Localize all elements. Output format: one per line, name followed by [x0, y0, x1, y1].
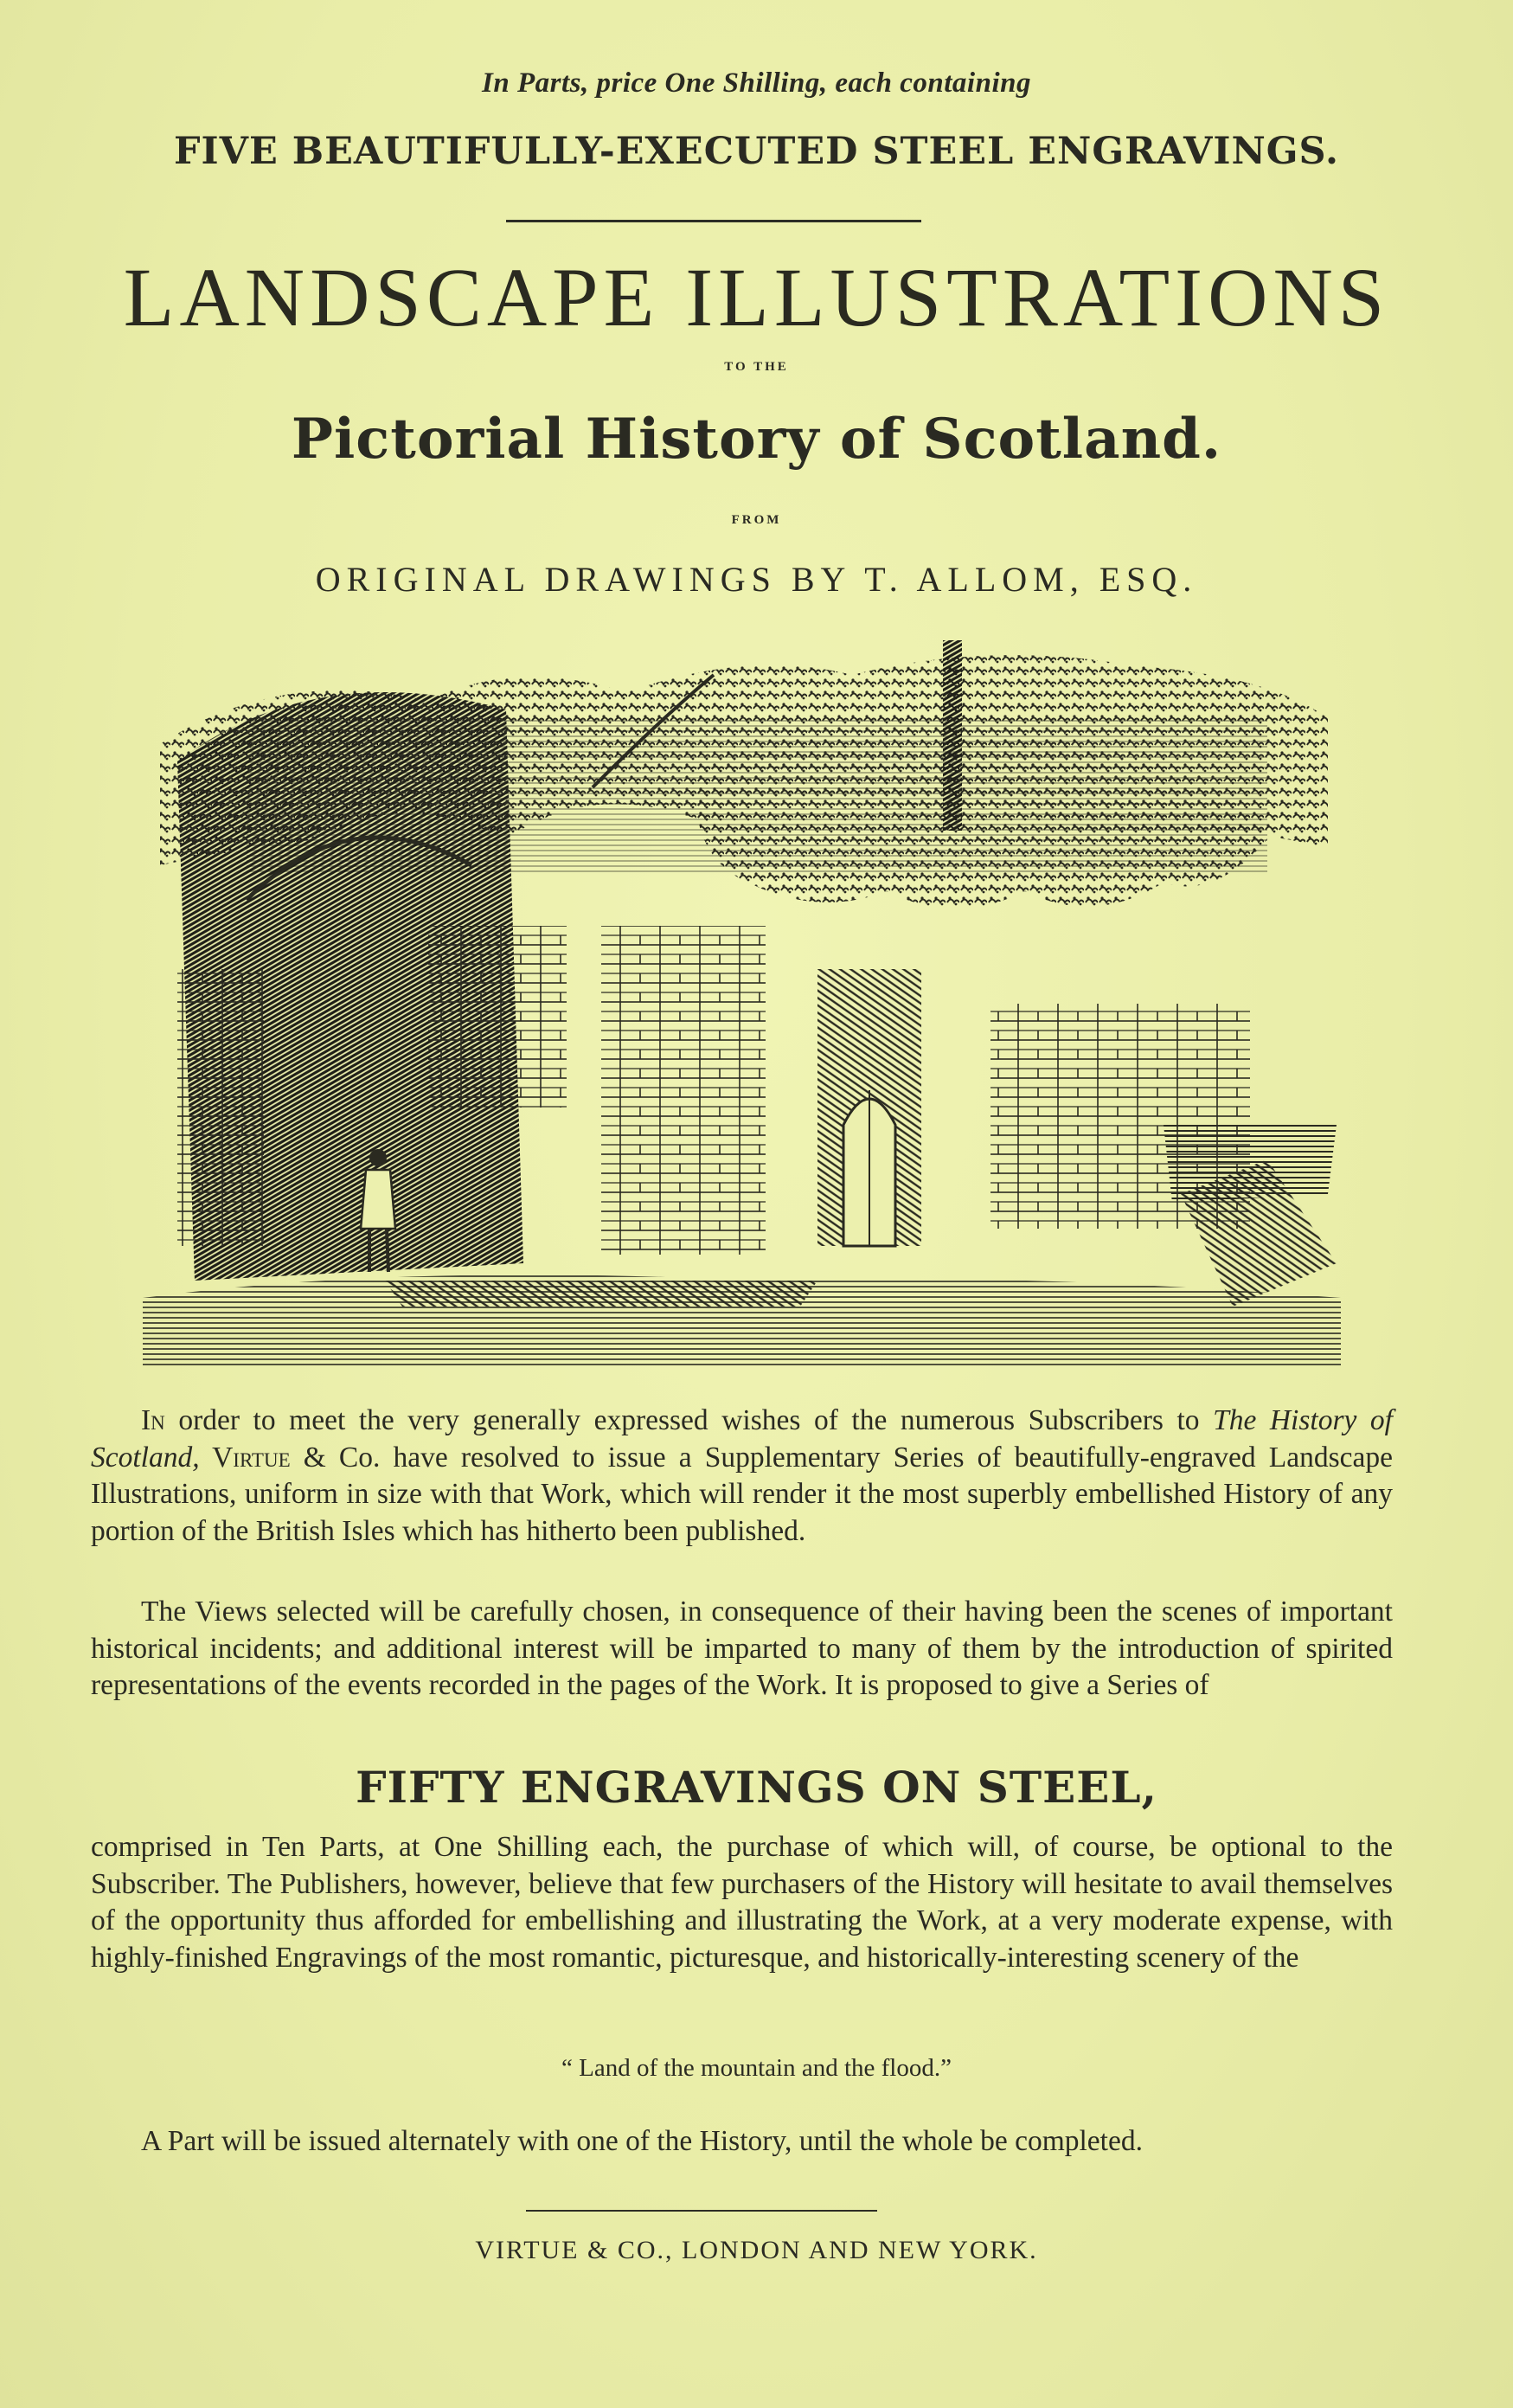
drawings-credit: ORIGINAL DRAWINGS BY T. ALLOM, ESQ.: [315, 560, 1198, 599]
publisher-imprint: VIRTUE & CO., LONDON AND NEW YORK.: [475, 2236, 1038, 2264]
intro-paragraph: [91, 1403, 1393, 1550]
drop-word: In: [141, 1404, 165, 1436]
quotation: “ Land of the mountain and the flood.”: [561, 2054, 952, 2082]
price-tagline: In Parts, price One Shilling, each containing: [482, 67, 1031, 99]
intro-text-a: order to meet the very generally expressed wishes of the numerous Subscribers to: [164, 1404, 1214, 1436]
views-text: The Views selected will be carefully chosen, in consequence of their having been the scenes of important historical incidents; and additional interest will be imparted to many of them by the introduction of spirited representations of the events recorded in the pages of the Work. It is proposed to give a Series of: [91, 1596, 1393, 1702]
fifty-engravings-heading: FIFTY ENGRAVINGS ON STEEL,: [356, 1762, 1157, 1813]
from-label: FROM: [731, 513, 782, 527]
main-title: LANDSCAPE ILLUSTRATIONS: [123, 251, 1390, 344]
views-paragraph: [91, 1594, 1393, 1705]
top-divider: [506, 220, 921, 222]
intro-text-b: & Co. have resolved to issue a Supplementary Series of beautifully-engraved Landscape Illustrations, uniform in size with that Work, which will render it the most superbly embellished History of any portion of the British Isles which has hitherto been published.: [91, 1441, 1393, 1547]
issue-text: A Part will be issued alternately with one of the History, until the whole be completed.: [141, 2125, 1143, 2157]
work-title: Pictorial History of Scotland.: [291, 407, 1222, 472]
ruined-abbey-engraving: [143, 640, 1341, 1367]
to-the-label: TO THE: [724, 360, 789, 374]
work-reference: The History of Scotland,: [91, 1404, 1393, 1474]
terms-paragraph: [91, 1829, 1393, 1976]
engravings-subhead: FIVE BEAUTIFULLY-EXECUTED STEEL ENGRAVINGS.: [173, 130, 1340, 173]
issue-paragraph: [91, 2123, 1393, 2161]
bottom-divider: [526, 2210, 877, 2212]
terms-text: comprised in Ten Parts, at One Shilling each, the purchase of which will, of course, be optional to the Subscriber. The Publishers, however, believe that few purchasers of the History will hesitate to avail themselves of the opportunity thus afforded for embellishing and illustrating the Work, at a very moderate expense, with highly-finished Engravings of the most romantic, picturesque, and historically-interesting scenery of the: [91, 1831, 1393, 1974]
publisher-name: Virtue: [199, 1441, 291, 1474]
